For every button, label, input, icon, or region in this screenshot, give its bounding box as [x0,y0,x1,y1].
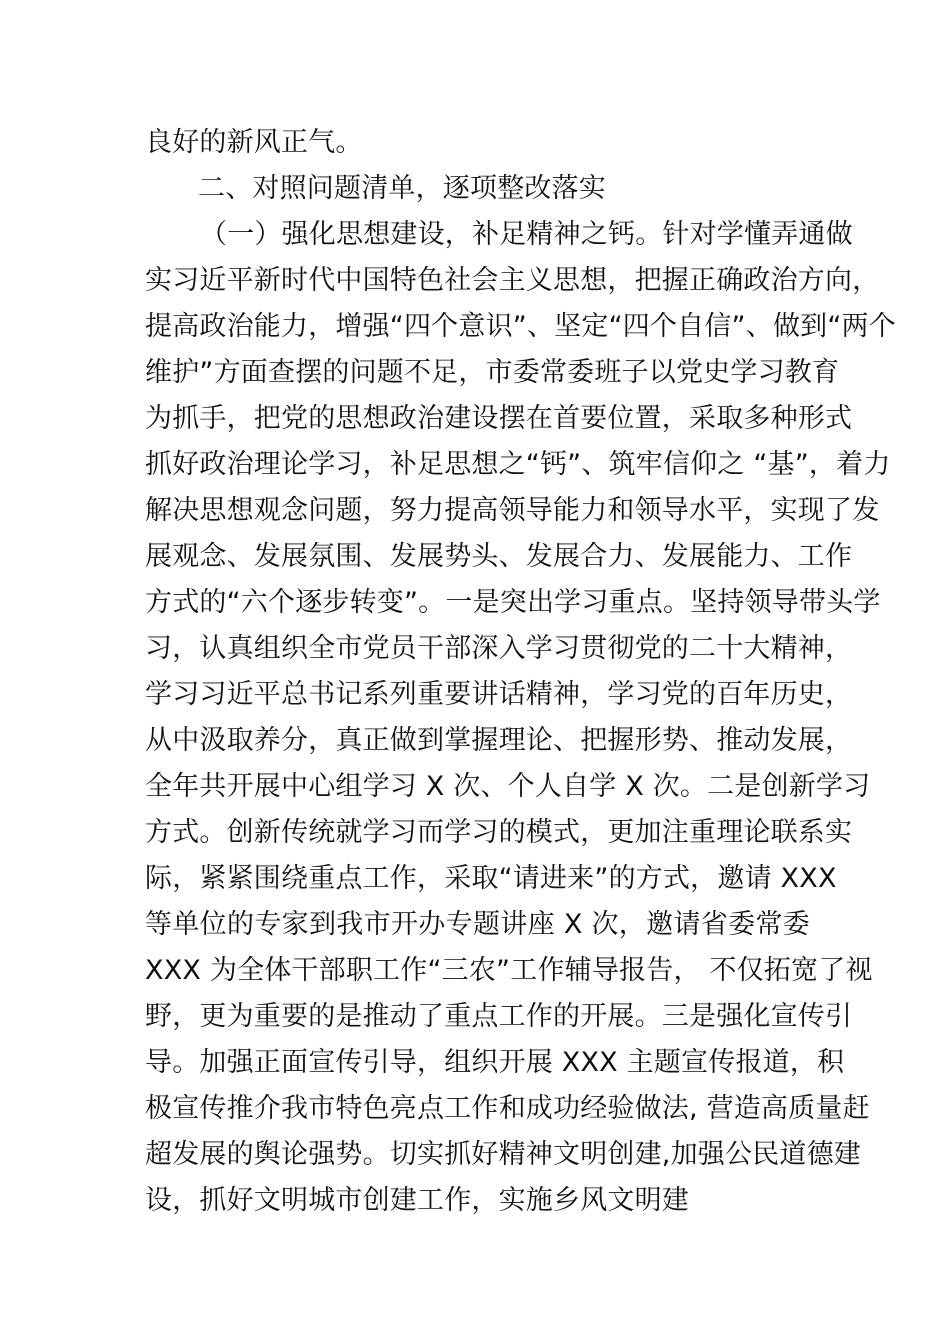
paragraph-line: 展观念、发展氛围、发展势头、发展合力、发展能力、工作 [145,541,853,572]
paragraph-line: 从中汲取养分，真正做到掌握理论、把握形势、推动发展， [145,725,853,756]
paragraph-line: 方式。创新传统就学习而学习的模式，更加注重理论联系实 [145,817,853,848]
paragraph-line: 为抓手，把党的思想政治建设摆在首要位置，采取多种形式 [145,403,853,434]
paragraph-line: 抓好政治理论学习，补足思想之“钙”、筑牢信仰之 “基”，着力 [145,449,891,480]
paragraph-line: 全年共开展中心组学习 X 次、个人自学 X 次。二是创新学习 [145,771,871,802]
subsection-heading-line: （一）强化思想建设，补足精神之钙。针对学懂弄通做 [200,219,853,250]
paragraph-line: 际，紧紧围绕重点工作，采取“请进来”的方式，邀请 XXX [145,863,837,894]
paragraph-line: 维护”方面查摆的问题不足，市委常委班子以党史学习教育 [145,357,840,388]
paragraph-line: 提高政治能力，增强“四个意识”、坚定“四个自信”、做到“两个 [145,311,896,342]
paragraph-line: 野，更为重要的是推动了重点工作的开展。三是强化宣传引 [145,1001,853,1032]
paragraph-line: 学习习近平总书记系列重要讲话精神，学习党的百年历史， [145,679,853,710]
paragraph-line: 等单位的专家到我市开办专题讲座 X 次，邀请省委常委 [145,909,810,940]
paragraph-line: 超发展的舆论强势。切实抓好精神文明创建,加强公民道德建 [145,1139,861,1170]
paragraph-line: XXX 为全体干部职工作“三农”工作辅导报告， 不仅拓宽了视 [145,955,873,986]
paragraph-line: 导。加强正面宣传引导，组织开展 XXX 主题宣传报道，积 [145,1047,845,1078]
paragraph-line: 解决思想观念问题，努力提高领导能力和领导水平，实现了发 [145,495,880,526]
paragraph-line: 习，认真组织全市党员干部深入学习贯彻党的二十大精神， [145,633,853,664]
section-heading: 二、对照问题清单，逐项整改落实 [198,173,606,204]
paragraph-line: 方式的“六个逐步转变”。一是突出学习重点。坚持领导带头学 [145,587,881,618]
paragraph-line: 设，抓好文明城市创建工作，实施乡风文明建 [145,1185,689,1216]
paragraph-line: 良好的新风正气。 [145,127,363,158]
paragraph-line: 实习近平新时代中国特色社会主义思想，把握正确政治方向， [145,265,880,296]
paragraph-line: 极宣传推介我市特色亮点工作和成功经验做法, 营造高质量赶 [145,1093,870,1124]
